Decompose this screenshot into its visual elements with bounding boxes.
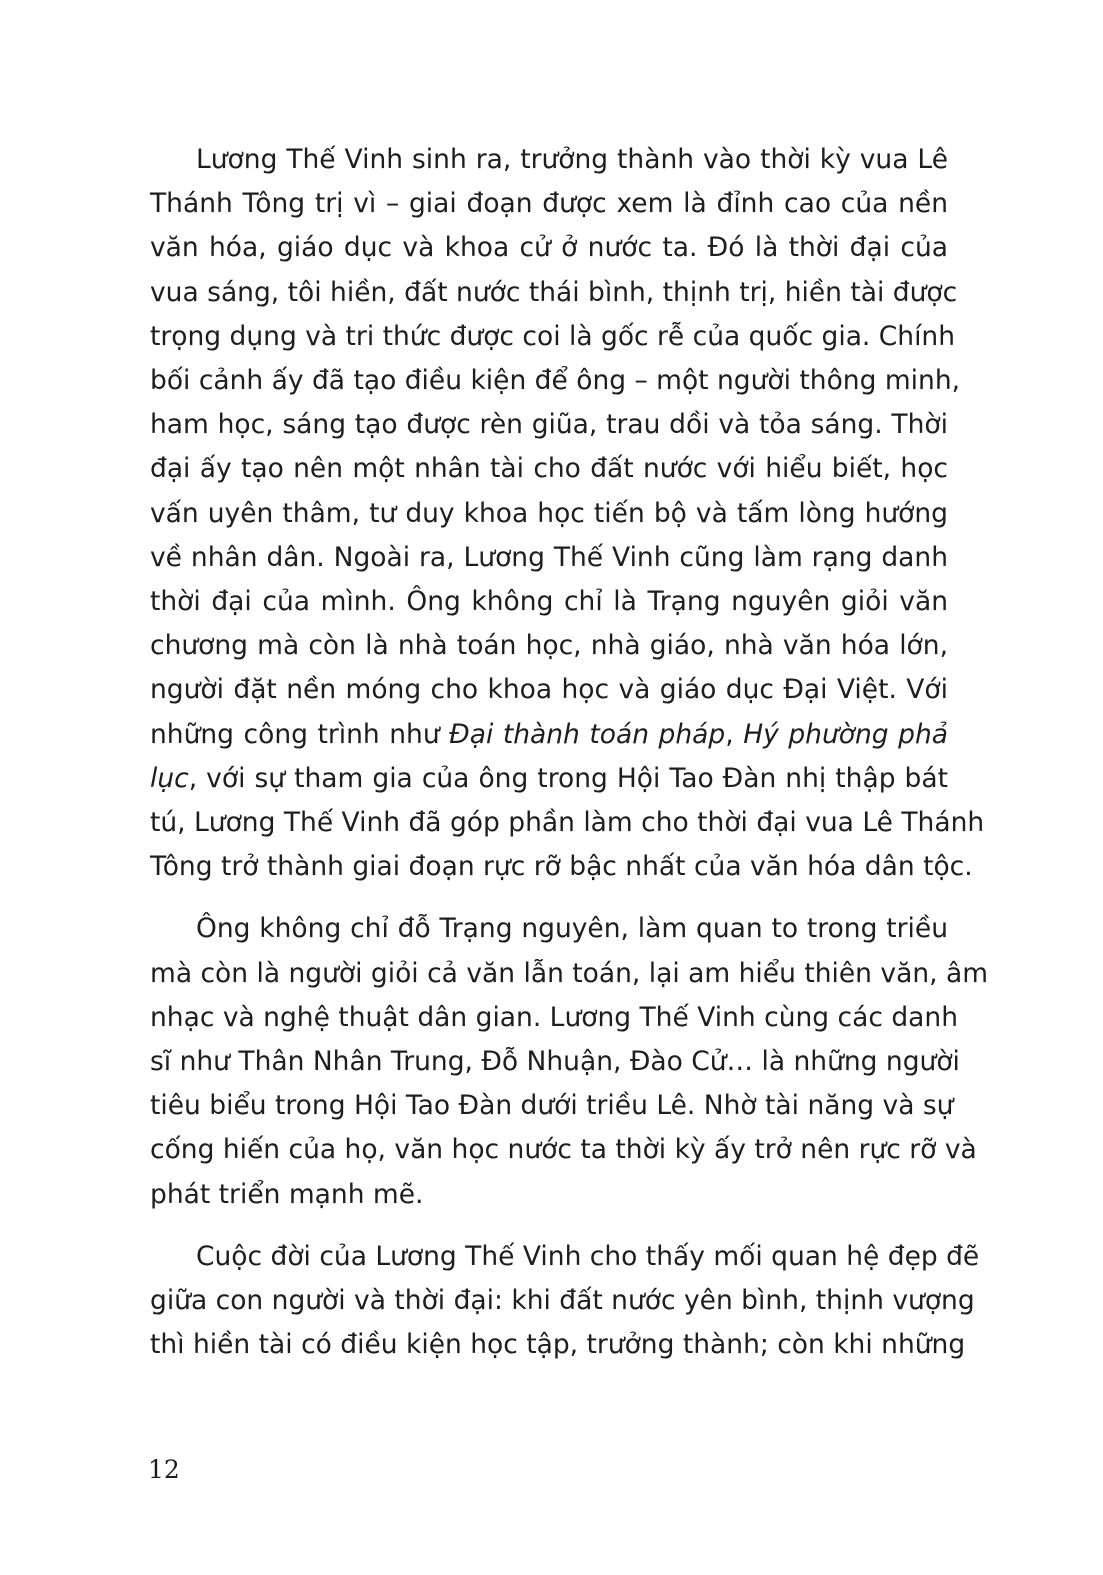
text-line (150, 1173, 948, 1217)
text-segment: chương mà còn là nhà toán học, nhà giáo, nhà văn hóa lớn, (150, 630, 948, 662)
text-line (150, 315, 956, 359)
text-line (150, 1235, 980, 1279)
text-segment: sĩ như Thân Nhân Trung, Đỗ Nhuận, Đào Cử… là những người (150, 1046, 960, 1078)
text-line (150, 1323, 966, 1367)
text-line (150, 801, 985, 845)
text-segment: tú, Lương Thế Vinh đã góp phần làm cho thời đại vua Lê Thánh (150, 807, 985, 839)
text-segment: tiêu biểu trong Hội Tao Đàn dưới triều Lê. Nhờ tài năng và sự (150, 1090, 954, 1122)
text-line (150, 624, 948, 668)
text-segment: mà còn là người giỏi cả văn lẫn toán, lại am hiểu thiên văn, âm (150, 957, 989, 989)
body-text (150, 138, 989, 1367)
text-line (150, 447, 948, 491)
text-line (150, 271, 958, 315)
text-segment: Thánh Tông trị vì – giai đoạn được xem là đỉnh cao của nền (150, 188, 948, 220)
text-segment: thời đại của mình. Ông không chỉ là Trạng nguyên giỏi văn (150, 586, 948, 618)
text-line (150, 1040, 960, 1084)
text-segment: Tông trở thành giai đoạn rực rỡ bậc nhất của văn hóa dân tộc. (150, 851, 973, 883)
text-segment: Cuộc đời của Lương Thế Vinh cho thấy mối quan hệ đẹp đẽ (196, 1240, 980, 1272)
text-line (150, 907, 948, 951)
text-segment: Lương Thế Vinh sinh ra, trưởng thành vào thời kỳ vua Lê (196, 144, 948, 175)
text-line (150, 1084, 954, 1128)
text-segment: , (725, 718, 744, 750)
text-line (150, 1279, 975, 1323)
text-segment: vấn uyên thâm, tư duy khoa học tiến bộ và tấm lòng hướng (150, 497, 948, 529)
italic-title: Hý phường phả (743, 718, 948, 750)
italic-title: Đại thành toán pháp (449, 718, 726, 750)
text-segment: cống hiến của họ, văn học nước ta thời kỳ ấy trở nên rực rỡ và (150, 1134, 977, 1166)
text-segment: phát triển mạnh mẽ. (150, 1178, 424, 1210)
text-segment: , với sự tham gia của ông trong Hội Tao Đàn nhị thập bát (188, 762, 948, 794)
paragraph-3 (150, 1235, 980, 1368)
paragraph-1 (150, 138, 985, 889)
text-line (150, 668, 948, 712)
text-line (150, 138, 948, 182)
text-line (150, 492, 948, 536)
text-segment: bối cảnh ấy đã tạo điều kiện để ông – một người thông minh, (150, 365, 961, 397)
page-number: 12 (148, 1455, 180, 1484)
text-segment: nhạc và nghệ thuật dân gian. Lương Thế Vinh cùng các danh (150, 1001, 958, 1033)
text-line (150, 1128, 977, 1172)
text-segment: văn hóa, giáo dục và khoa cử ở nước ta. Đó là thời đại của (150, 232, 948, 264)
text-line (150, 403, 948, 447)
text-segment: thì hiền tài có điều kiện học tập, trưởng thành; còn khi những (150, 1329, 966, 1361)
text-segment: trọng dụng và tri thức được coi là gốc rễ của quốc gia. Chính (150, 320, 956, 352)
text-line (150, 996, 958, 1040)
text-line (150, 226, 948, 270)
text-line (150, 757, 948, 801)
text-segment: đại ấy tạo nên một nhân tài cho đất nước với hiểu biết, học (150, 453, 948, 485)
text-line (150, 952, 989, 996)
text-line (150, 182, 948, 226)
text-segment: Ông không chỉ đỗ Trạng nguyên, làm quan to trong triều (196, 913, 948, 945)
text-segment: những công trình như (150, 718, 450, 750)
text-line (150, 580, 948, 624)
text-line (150, 536, 948, 580)
text-line (150, 845, 973, 889)
text-segment: ham học, sáng tạo được rèn giũa, trau dồi và tỏa sáng. Thời (150, 409, 948, 441)
text-line (150, 359, 961, 403)
text-segment: vua sáng, tôi hiền, đất nước thái bình, thịnh trị, hiền tài được (150, 276, 958, 308)
text-segment: người đặt nền móng cho khoa học và giáo dục Đại Việt. Với (150, 674, 948, 706)
text-line (150, 713, 948, 757)
text-segment: giữa con người và thời đại: khi đất nước yên bình, thịnh vượng (150, 1285, 975, 1317)
paragraph-2 (150, 907, 989, 1216)
text-segment: về nhân dân. Ngoài ra, Lương Thế Vinh cũng làm rạng danh (150, 541, 948, 573)
italic-title: lục (150, 762, 189, 794)
